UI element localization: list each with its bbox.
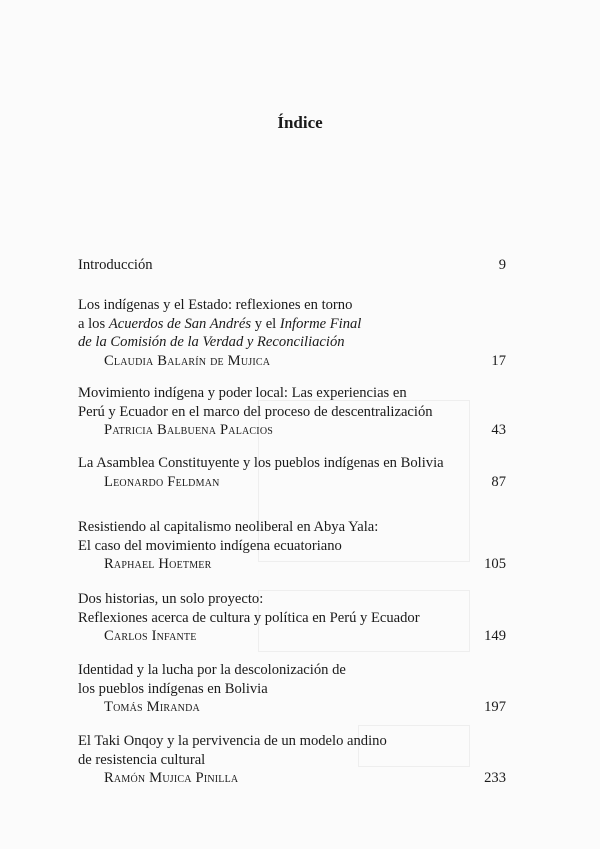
toc-entry-title-line [78,732,506,751]
italic-title-fragment: Informe Final [279,315,362,332]
toc-entry-title-line [78,518,506,537]
toc-entry[interactable] [78,454,506,491]
toc-entry-title-line [78,609,506,628]
toc-entry-title-line [78,661,506,680]
title-fragment: El caso del movimiento indígena ecuatoriano [78,537,342,554]
toc-entry[interactable] [78,661,506,717]
title-fragment: El Taki Onqoy y la pervivencia de un modelo andino [78,733,387,749]
title-fragment: Movimiento indígena y poder local: Las experiencias en [78,385,407,401]
toc-author: Carlos Infante [104,628,197,644]
toc-author: Ramón Mujica Pinilla [104,770,239,786]
toc-author: Leonardo Feldman [104,473,220,490]
title-fragment: de resistencia cultural [78,751,206,768]
title-fragment: Reflexiones acerca de cultura y política en Perú y Ecuador [78,609,420,626]
toc-entry-title-line [78,403,506,422]
toc-page-number: 233 [484,770,506,786]
page-title: Índice [277,113,323,132]
toc-entry[interactable] [78,296,506,370]
toc-entry-title-line [78,333,506,352]
toc-entry-title-line [78,384,506,403]
toc-page-number: 197 [484,699,506,715]
toc-entry-title-line [78,256,506,275]
title-fragment: Resistiendo al capitalismo neoliberal en Abya Yala: [78,519,379,535]
toc-entry-title-line [78,751,506,770]
toc-page-number: 43 [491,422,506,438]
toc-author: Claudia Balarín de Mujica [104,352,271,369]
italic-title-fragment: de la Comisión de la Verdad y Reconciliación [78,334,345,350]
toc-page-number: 9 [498,257,506,273]
title-fragment: a los [78,315,109,332]
title-fragment: Identidad y la lucha por la descolonización de [78,662,346,678]
toc-author: Raphael Hoetmer [104,556,212,572]
toc-page-number: 149 [484,628,506,644]
toc-entry-title-line [78,296,506,315]
title-fragment: Perú y Ecuador en el marco del proceso de descentralización [78,403,433,420]
title-fragment: Introducción [78,257,153,273]
toc-page-number: 17 [491,352,506,369]
toc-entry[interactable] [78,732,506,788]
toc-entry[interactable] [78,256,506,275]
toc-entry-title-line [78,537,506,556]
title-fragment: La Asamblea Constituyente y los pueblos indígenas en Bolivia [78,455,444,471]
toc-entry[interactable] [78,590,506,646]
title-fragment: Dos historias, un solo proyecto: [78,591,264,607]
toc-entry-title-line [78,590,506,609]
italic-title-fragment: Acuerdos de San Andrés [108,315,252,332]
toc-entry-title-line [78,680,506,699]
toc-entry-title-line [78,454,506,473]
toc-author: Tomás Miranda [104,699,200,715]
toc-entry-title-line [78,315,506,334]
toc-entry[interactable] [78,518,506,574]
toc-entry[interactable] [78,384,506,440]
title-fragment: Los indígenas y el Estado: reflexiones en torno [78,297,353,313]
toc-page-number: 87 [491,473,506,490]
toc-page-number: 105 [484,556,506,572]
toc-author: Patricia Balbuena Palacios [104,422,274,438]
title-fragment: y el [251,315,280,332]
title-fragment: los pueblos indígenas en Bolivia [78,680,268,697]
